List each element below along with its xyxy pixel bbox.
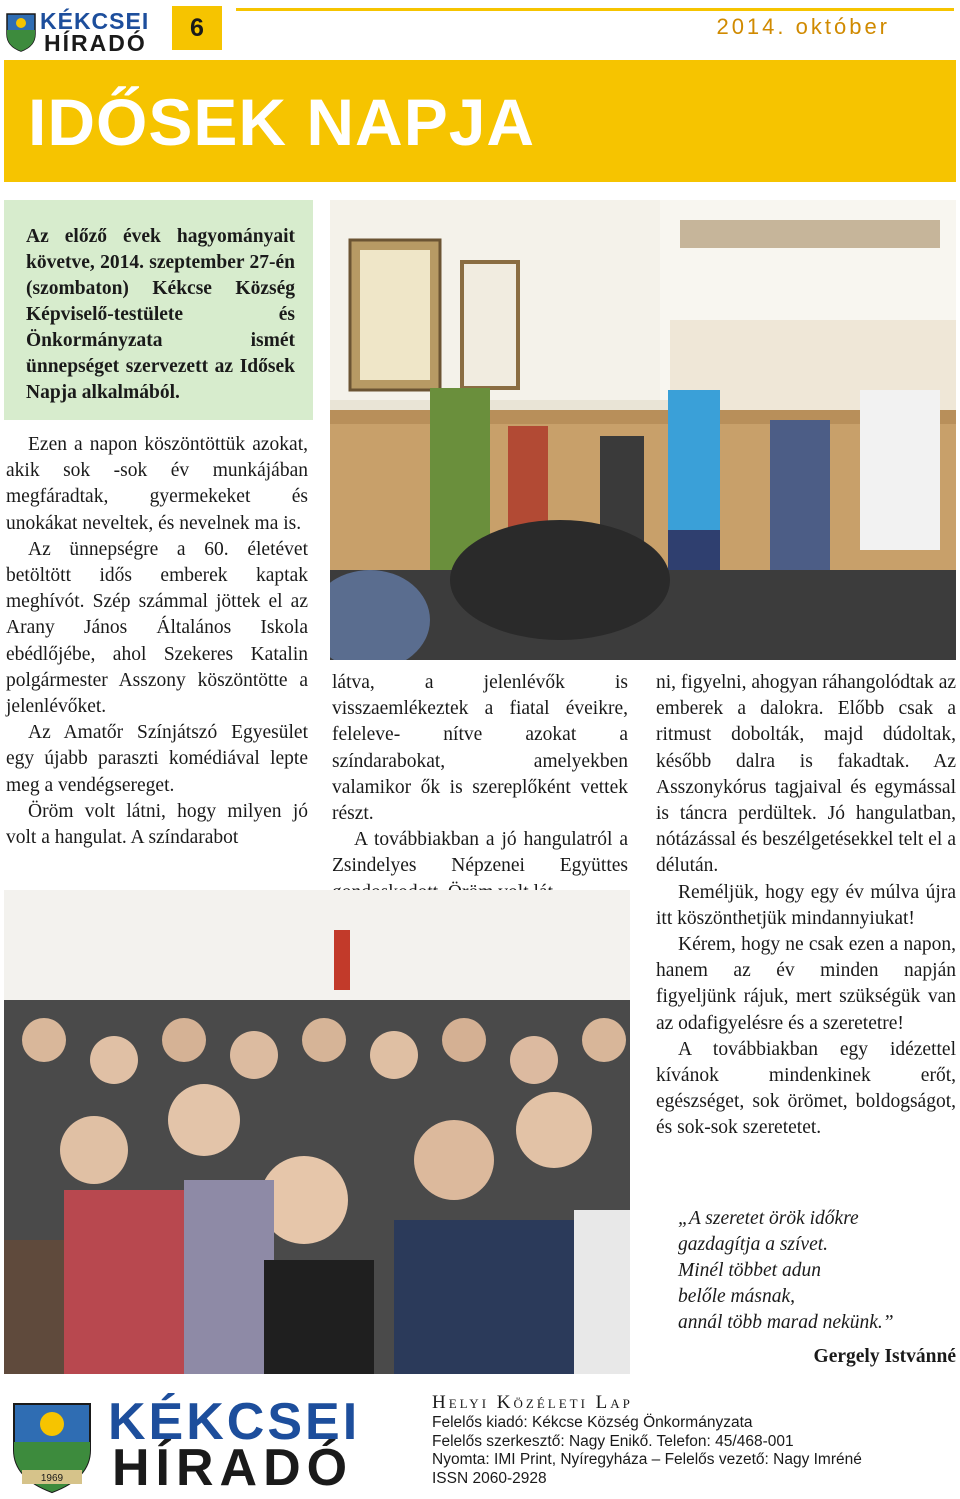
- quote-line: Minél többet adun: [678, 1260, 821, 1281]
- paragraph: A továbbiakban a jó hangulatról a Zsindelyes Népzenei Együttes: [332, 829, 628, 877]
- header-rule: [236, 8, 954, 11]
- footer-logo: [4, 1388, 384, 1496]
- footer-publisher: Felelős kiadó: Kékcse Község Önkormányzata: [432, 1414, 753, 1431]
- page-title: IDŐSEK NAPJA: [28, 85, 536, 159]
- photo-audience: [4, 890, 630, 1374]
- article-column-2: [332, 670, 628, 906]
- footer-issn: ISSN 2060-2928: [432, 1469, 547, 1487]
- issue-date: 2014. október: [716, 14, 890, 39]
- intro-box: [4, 200, 313, 420]
- quote-line: belőle másnak,: [678, 1286, 795, 1307]
- header-logo: [4, 6, 164, 54]
- paragraph: Az ünnepségre a 60. életévet betöltött idős emberek kaptak meghívót. Szép számmal jöttek el az Arany János Általános Iskola ebédlőjébe, ahol Szekeres Katalin polgármester Asszony köszöntötte a jelenlévőket.: [6, 538, 308, 718]
- intro-text: Az előző évek hagyományait követve, 2014. szeptember 27-én (szombaton) Kékcse Község Képviselő-testülete és Önkormányzata ismét ünnepséget szervezett az Idősek Napja alkalmából.: [26, 226, 295, 403]
- quote-line: annál több marad nekünk.”: [678, 1312, 894, 1333]
- article-column-3: [656, 670, 956, 1142]
- footer-printer: Nyomta: IMI Print, Nyíregyháza – Felelős vezető: Nagy Imréné: [432, 1451, 862, 1469]
- footer-logo-line1: KÉKCSEI: [108, 1393, 361, 1451]
- header-logo-line1: KÉKCSEI: [40, 8, 150, 34]
- article-author: Gergely Istvánné: [813, 1346, 956, 1367]
- page-number: 6: [172, 6, 222, 50]
- crest-icon: [4, 1394, 100, 1494]
- paragraph: Reméljük, hogy egy év múlva újra itt köszönthetjük mindannyiukat!: [656, 881, 956, 929]
- paragraph: A továbbiakban egy idézettel kívánok mindenkinek erőt, egészséget, sok örömet, boldogságot, és sok-sok szeretetet.: [656, 1038, 956, 1139]
- article-column-1: [6, 432, 308, 851]
- footer-title: Helyi Közéleti Lap: [432, 1392, 633, 1413]
- paragraph: látva, a jelenlévők is visszaemlékeztek a fiatal éveikre, feleleve- nítve azokat a színdarabokat, amelyekben valamikor ők is szereplőként vettek részt.: [332, 672, 628, 825]
- paragraph: ni, figyelni, ahogyan ráhangolódtak az emberek a dalokra. Előbb csak a ritmust dobolták, majd dúdoltak, később dalra is fakadtak. Az Asszonykórus tagjaival és egymással is táncra perdültek. Jó hangulatban, nótázással és beszélgetésekkel telt el a délután.: [656, 672, 956, 877]
- paragraph: Kérem, hogy ne csak ezen a napon, hanem az év minden napján figyeljünk rájuk, mert szükségük van az odafigyelésre és a szeretetre!: [656, 934, 956, 1034]
- footer-logo-line2: HÍRADÓ: [112, 1439, 354, 1497]
- quote-line: gazdagítja a szívet.: [678, 1234, 829, 1255]
- footer-colophon: [432, 1392, 952, 1488]
- paragraph: Öröm volt látni, hogy milyen jó volt a hangulat. A színdarabot: [6, 800, 308, 849]
- crest-icon: [4, 10, 38, 52]
- paragraph: Az Amatőr Színjátszó Egyesület egy újabb paraszti komédiával lepte meg a vendégsereget.: [6, 722, 308, 796]
- quote-line: „A szeretet örök időkre: [678, 1208, 859, 1229]
- crest-year: 1969: [40, 1473, 64, 1484]
- photo-stage-performance: [330, 200, 956, 660]
- footer-editor: Felelős szerkesztő: Nagy Enikő. Telefon: 45/468-001: [432, 1432, 794, 1450]
- header-logo-line2: HÍRADÓ: [44, 30, 147, 56]
- closing-quote: [678, 1206, 948, 1336]
- paragraph: Ezen a napon köszöntöttük azokat, akik sok -sok év munkájában megfáradtak, gyermekeket és unokákat neveltek, és nevelnek ma is.: [6, 434, 308, 534]
